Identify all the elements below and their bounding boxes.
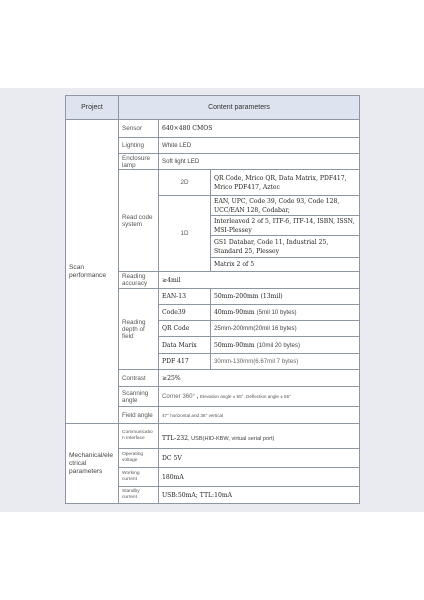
header-content: Content parameters xyxy=(119,96,360,120)
value-2d: QR Code, Mrico QR, Data Matrix, PDF417, Mrico PDF417, Aztec xyxy=(211,170,360,196)
label-read-code: Read code system xyxy=(119,170,159,272)
label-sensor: Sensor xyxy=(119,120,159,138)
depth-range: 30mm-130mm xyxy=(214,358,254,365)
depth-value xyxy=(211,337,360,354)
value-lighting: White LED xyxy=(159,138,360,154)
angle-elevation: Elevation angle ± 55° xyxy=(200,394,244,399)
depth-range: 50mm-90mm xyxy=(214,341,255,349)
value-1d-row: Interleaved 2 of 5, ITF-6, ITF-14, ISBN, ISSN, MSI-Plessey xyxy=(211,216,360,236)
value-current: 180mA xyxy=(159,468,360,487)
depth-value xyxy=(211,305,360,321)
group-mechanical: Mechanical/electrical parameters xyxy=(66,424,119,504)
depth-code: EAN-13 xyxy=(159,289,211,305)
depth-range: 40mm-90mm xyxy=(214,309,255,316)
depth-note: (10mil 20 bytes) xyxy=(256,341,300,349)
header-project: Project xyxy=(66,96,119,120)
comm-usb: , USB(HID-KBW, virtual serial port) xyxy=(187,436,275,442)
value-comm xyxy=(159,424,360,449)
depth-code: Code39 xyxy=(159,305,211,321)
depth-code: Data Marix xyxy=(159,337,211,354)
depth-note: (6.67mil 7 bytes) xyxy=(253,358,299,365)
row-sensor xyxy=(66,120,360,138)
label-scan-angle: Scanning angle xyxy=(119,387,159,407)
value-scan-angle xyxy=(159,387,360,407)
label-1d: 1D xyxy=(159,196,211,272)
depth-code: QR Code xyxy=(159,321,211,337)
depth-value xyxy=(211,321,360,337)
table-header xyxy=(66,96,360,120)
value-sensor: 640×480 CMOS xyxy=(159,120,360,138)
value-voltage: DC 5V xyxy=(159,449,360,468)
depth-note: (13mil) xyxy=(260,293,283,300)
depth-value xyxy=(211,289,360,305)
group-scan-performance: Scan performance xyxy=(66,120,119,424)
label-accuracy: Reading accuracy xyxy=(119,272,159,289)
value-1d-row: Matrix 2 of 5 xyxy=(211,258,360,272)
value-1d-row: EAN, UPC, Code 39, Code 93, Code 128, UCC/EAN 128, Codabar, xyxy=(211,196,360,216)
value-contrast: ≥25% xyxy=(159,370,360,387)
depth-note: (20mil 16 bytes) xyxy=(253,325,297,332)
label-field-angle: Field angle xyxy=(119,407,159,424)
angle-sep: , xyxy=(196,393,199,400)
label-voltage: Operating voltage xyxy=(119,449,159,468)
label-2d: 2D xyxy=(159,170,211,196)
row-comm xyxy=(66,424,360,449)
label-enclosure: Enclosure lamp xyxy=(119,154,159,170)
spec-table xyxy=(65,95,360,504)
value-1d-row: GS1 Databar, Code 11, Industrial 25, Standard 25, Plessey xyxy=(211,236,360,258)
label-contrast: Contrast xyxy=(119,370,159,387)
value-enclosure: Soft light LED xyxy=(159,154,360,170)
value-accuracy: ≥4mil xyxy=(159,272,360,289)
label-current: Working current xyxy=(119,468,159,487)
depth-code: PDF 417 xyxy=(159,354,211,370)
angle-deflection: , Deflection angle ± 55° xyxy=(243,394,292,399)
depth-range: 50mm-200mm xyxy=(214,293,259,300)
label-standby: Standby current xyxy=(119,487,159,504)
depth-value xyxy=(211,354,360,370)
angle-corner: Corner 360° xyxy=(162,393,195,400)
depth-note: (5mil 10 bytes) xyxy=(256,309,297,316)
label-comm: Communication Interface xyxy=(119,424,159,449)
value-field-angle: 47° horizontal and 36° vertical xyxy=(159,407,360,424)
comm-ttl: TTL-232 xyxy=(162,435,188,442)
value-standby: USB:50mA; TTL:10mA xyxy=(159,487,360,504)
label-depth: Reading depth of field xyxy=(119,289,159,370)
depth-range: 25mm-200mm xyxy=(214,325,254,332)
label-lighting: Lighting xyxy=(119,138,159,154)
